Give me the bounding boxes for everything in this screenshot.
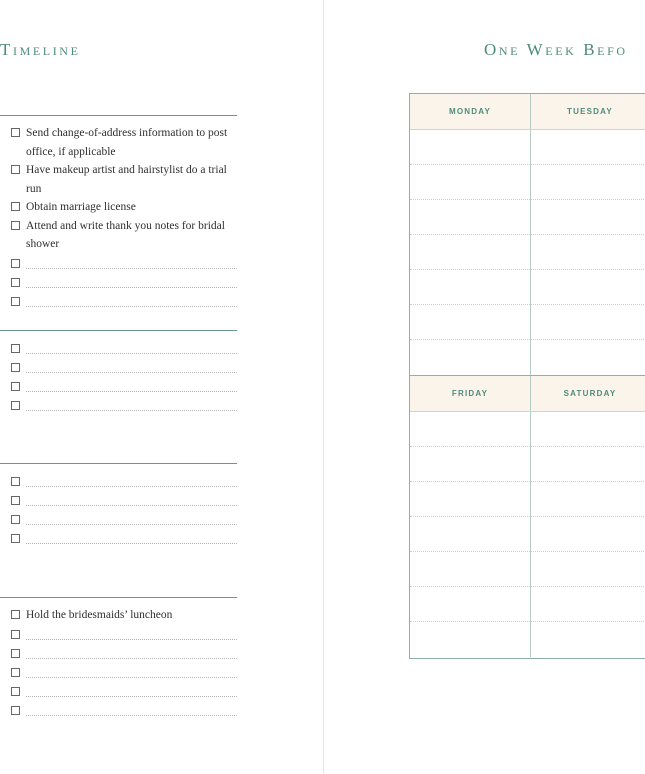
calendar-week-bottom bbox=[410, 375, 645, 657]
checklist bbox=[10, 339, 237, 415]
row-line bbox=[410, 304, 645, 305]
one-week-before-heading: One Week Befo bbox=[484, 40, 628, 59]
writing-line[interactable] bbox=[26, 524, 237, 525]
row-line bbox=[410, 269, 645, 270]
writing-line[interactable] bbox=[26, 353, 237, 354]
row-line bbox=[410, 481, 645, 482]
checkbox-icon[interactable] bbox=[11, 534, 20, 543]
checkbox-icon[interactable] bbox=[11, 649, 20, 658]
day-header-monday: MONDAY bbox=[448, 107, 492, 116]
checklist bbox=[10, 472, 237, 548]
calendar-week-top bbox=[410, 94, 645, 375]
blank-list-item[interactable] bbox=[10, 273, 237, 292]
writing-line[interactable] bbox=[26, 306, 237, 307]
blank-list-item[interactable] bbox=[10, 396, 237, 415]
list-item[interactable]: Have makeup artist and hairstylist do a trial run bbox=[10, 161, 237, 198]
day-header-friday: FRIDAY bbox=[451, 389, 489, 398]
row-line bbox=[410, 551, 645, 552]
blank-list-item[interactable] bbox=[10, 701, 237, 720]
checkbox-icon[interactable] bbox=[11, 221, 20, 230]
checkbox-icon[interactable] bbox=[11, 202, 20, 211]
day-header-saturday: SATURDAY bbox=[563, 389, 617, 398]
writing-line[interactable] bbox=[26, 372, 237, 373]
blank-list-item[interactable] bbox=[10, 682, 237, 701]
checkbox-icon[interactable] bbox=[11, 515, 20, 524]
timeline-section-1 bbox=[10, 115, 237, 311]
writing-line[interactable] bbox=[26, 486, 237, 487]
writing-line[interactable] bbox=[26, 543, 237, 544]
week-calendar bbox=[409, 93, 645, 659]
checkbox-icon[interactable] bbox=[11, 610, 20, 619]
checkbox-icon[interactable] bbox=[11, 259, 20, 268]
checkbox-icon[interactable] bbox=[11, 128, 20, 137]
checkbox-icon[interactable] bbox=[11, 687, 20, 696]
blank-list-item[interactable] bbox=[10, 529, 237, 548]
row-line bbox=[410, 234, 645, 235]
blank-list-item[interactable] bbox=[10, 472, 237, 491]
row-line bbox=[410, 164, 645, 165]
row-line bbox=[410, 516, 645, 517]
writing-line[interactable] bbox=[26, 287, 237, 288]
row-line bbox=[410, 586, 645, 587]
row-line bbox=[410, 446, 645, 447]
blank-list-item[interactable] bbox=[10, 644, 237, 663]
writing-line[interactable] bbox=[26, 391, 237, 392]
section-rule bbox=[0, 597, 237, 598]
writing-line[interactable] bbox=[26, 715, 237, 716]
checklist bbox=[10, 606, 237, 720]
section-rule bbox=[0, 115, 237, 116]
checkbox-icon[interactable] bbox=[11, 630, 20, 639]
list-item[interactable]: Attend and write thank you notes for bridal shower bbox=[10, 217, 237, 254]
right-page bbox=[324, 0, 645, 774]
writing-line[interactable] bbox=[26, 696, 237, 697]
blank-list-item[interactable] bbox=[10, 292, 237, 311]
writing-line[interactable] bbox=[26, 677, 237, 678]
checkbox-icon[interactable] bbox=[11, 165, 20, 174]
writing-line[interactable] bbox=[26, 268, 237, 269]
writing-line[interactable] bbox=[26, 410, 237, 411]
checkbox-icon[interactable] bbox=[11, 382, 20, 391]
timeline-section-4 bbox=[10, 597, 237, 720]
timeline-section-2 bbox=[10, 330, 237, 415]
row-line bbox=[410, 621, 645, 622]
checkbox-icon[interactable] bbox=[11, 278, 20, 287]
list-item[interactable]: Hold the bridesmaids’ luncheon bbox=[10, 606, 237, 625]
timeline-section-3 bbox=[10, 463, 237, 548]
checklist bbox=[10, 124, 237, 311]
blank-list-item[interactable] bbox=[10, 339, 237, 358]
writing-line[interactable] bbox=[26, 639, 237, 640]
checkbox-icon[interactable] bbox=[11, 477, 20, 486]
row-line bbox=[410, 199, 645, 200]
blank-list-item[interactable] bbox=[10, 491, 237, 510]
blank-list-item[interactable] bbox=[10, 377, 237, 396]
checkbox-icon[interactable] bbox=[11, 496, 20, 505]
writing-line[interactable] bbox=[26, 658, 237, 659]
checkbox-icon[interactable] bbox=[11, 297, 20, 306]
list-item[interactable]: Obtain marriage license bbox=[10, 198, 237, 217]
row-line bbox=[410, 411, 645, 412]
list-item[interactable]: Send change-of-address information to post office, if applicable bbox=[10, 124, 237, 161]
blank-list-item[interactable] bbox=[10, 663, 237, 682]
blank-list-item[interactable] bbox=[10, 254, 237, 273]
section-rule bbox=[0, 463, 237, 464]
checkbox-icon[interactable] bbox=[11, 668, 20, 677]
checkbox-icon[interactable] bbox=[11, 344, 20, 353]
row-line bbox=[410, 339, 645, 340]
writing-line[interactable] bbox=[26, 505, 237, 506]
blank-list-item[interactable] bbox=[10, 625, 237, 644]
day-header-tuesday: TUESDAY bbox=[567, 107, 613, 116]
checkbox-icon[interactable] bbox=[11, 706, 20, 715]
checkbox-icon[interactable] bbox=[11, 363, 20, 372]
section-rule bbox=[0, 330, 237, 331]
row-line bbox=[410, 129, 645, 130]
checkbox-icon[interactable] bbox=[11, 401, 20, 410]
blank-list-item[interactable] bbox=[10, 510, 237, 529]
timeline-heading: Timeline bbox=[0, 40, 81, 59]
blank-list-item[interactable] bbox=[10, 358, 237, 377]
